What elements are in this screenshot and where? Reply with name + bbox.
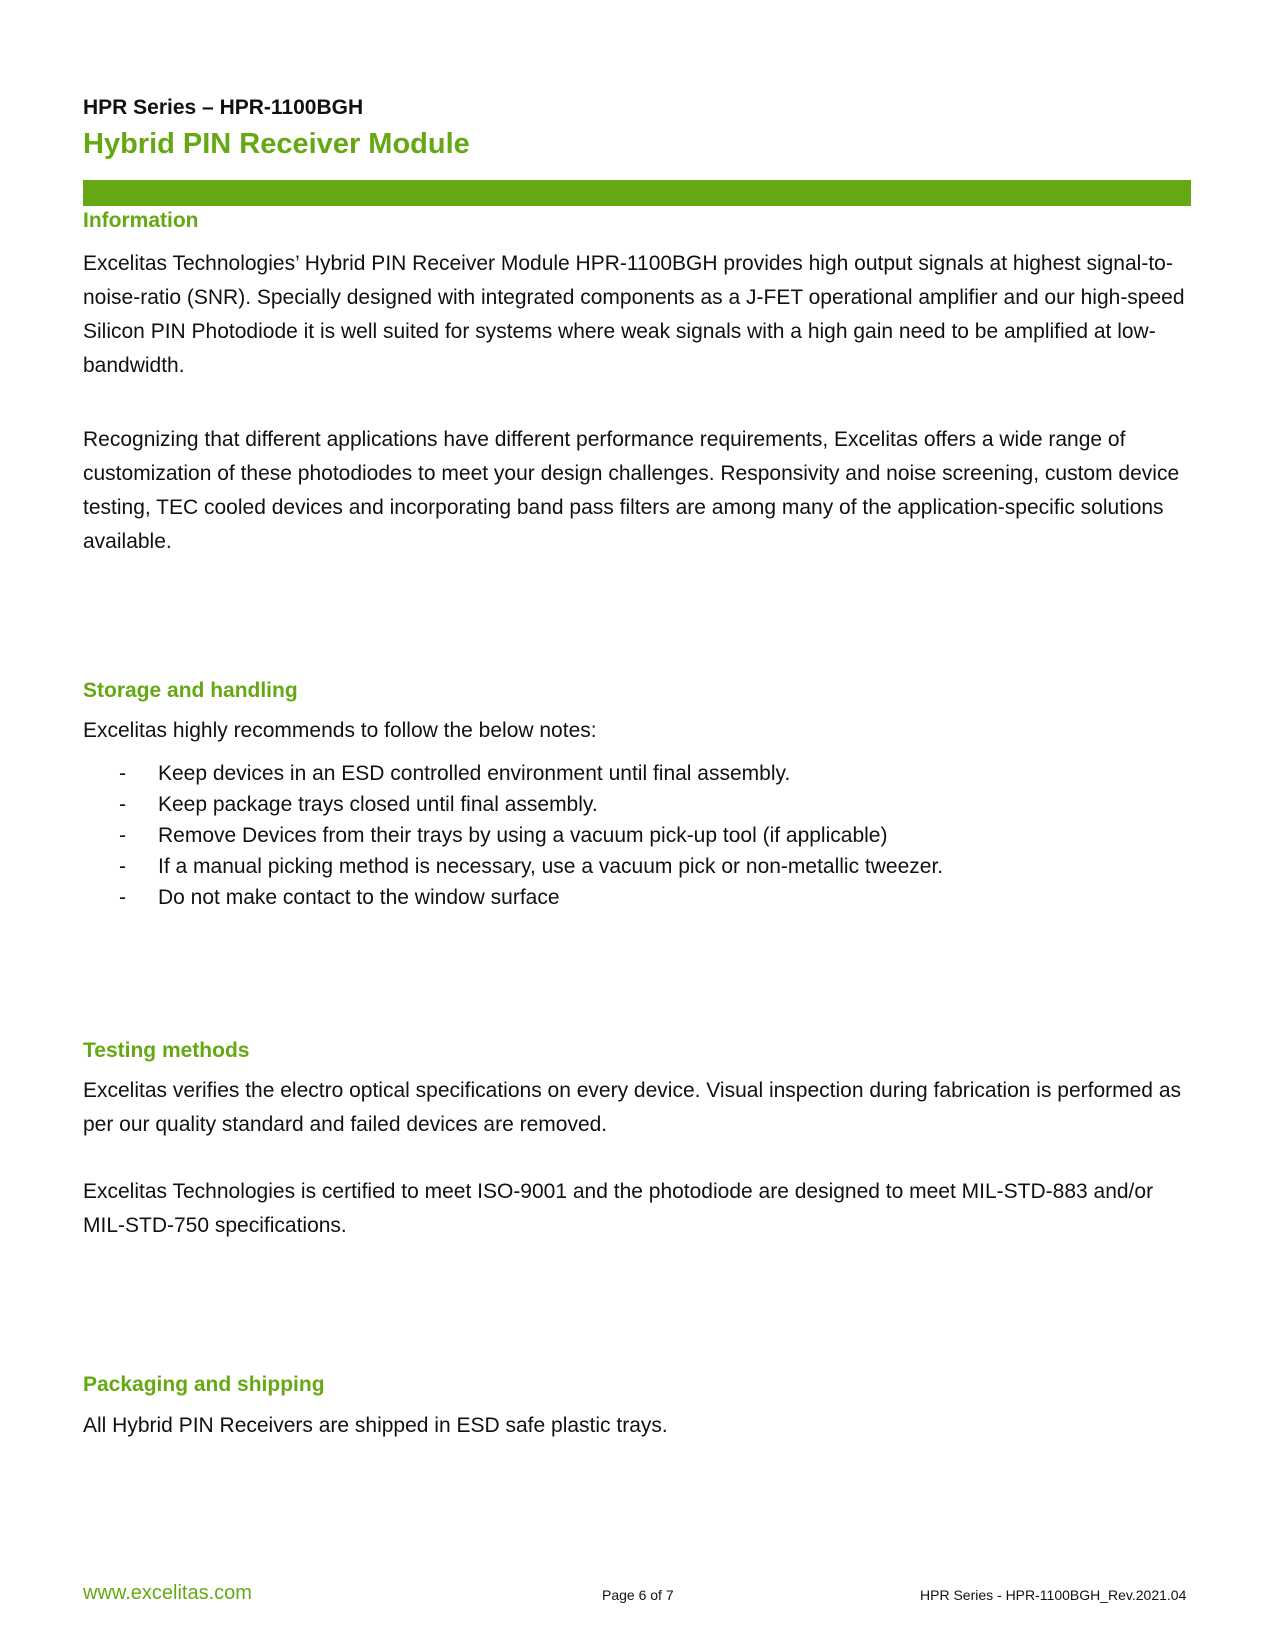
list-dash: - [119,824,126,847]
list-dash: - [119,762,126,785]
list-item-text: Remove Devices from their trays by using a vacuum pick-up tool (if applicable) [158,824,888,847]
list-item-text: If a manual picking method is necessary, use a vacuum pick or non-metallic tweezer. [158,855,944,878]
footer-page-number: Page 6 of 7 [602,1587,674,1603]
testing-paragraph: Excelitas Technologies is certified to meet ISO-9001 and the photodiode are designed to meet MIL-STD-883 and/or MIL-STD-750 specifications. [83,1180,1154,1237]
list-dash: - [119,793,126,816]
page-title: Hybrid PIN Receiver Module [83,128,470,160]
header-divider-bar [83,180,1191,206]
list-item-text: Keep package trays closed until final assembly. [158,793,598,816]
information-paragraph: Excelitas Technologies’ Hybrid PIN Receiver Module HPR-1100BGH provides high output signals at highest signal-to-noise-ratio (SNR). Specially designed with integrated components as a J-FET operational amplifier and our high-speed Silicon PIN Photodiode it is well suited for systems where weak signals with a high gain need to be amplified at low-bandwidth. [83,252,1185,377]
list-item-text: Do not make contact to the window surface [158,886,560,909]
information-heading: Information [83,209,199,232]
information-paragraph: Recognizing that different applications have different performance requirements, Excelitas offers a wide range of customization of these photodiodes to meet your design challenges. Responsivity and noise screening, custom device testing, TEC cooled devices and incorporating band pass filters are among many of the application-specific solutions available. [83,428,1180,553]
testing-heading: Testing methods [83,1039,250,1062]
series-title: HPR Series – HPR-1100BGH [83,96,364,119]
packaging-heading: Packaging and shipping [83,1373,325,1396]
list-dash: - [119,855,126,878]
storage-list [83,758,943,913]
testing-paragraph: Excelitas verifies the electro optical specifications on every device. Visual inspection during fabrication is performed as per our quality standard and failed devices are removed. [83,1079,1181,1136]
packaging-text: All Hybrid PIN Receivers are shipped in ESD safe plastic trays. [83,1414,668,1437]
list-item [83,882,943,913]
list-item [83,789,943,820]
list-dash: - [119,886,126,909]
footer-document-id: HPR Series - HPR-1100BGH_Rev.2021.04 [920,1587,1187,1603]
storage-heading: Storage and handling [83,679,298,702]
footer-website-link[interactable]: www.excelitas.com [83,1582,252,1604]
list-item [83,851,943,882]
storage-intro: Excelitas highly recommends to follow the below notes: [83,719,597,742]
list-item [83,820,943,851]
list-item-text: Keep devices in an ESD controlled environment until final assembly. [158,762,791,785]
list-item [83,758,943,789]
